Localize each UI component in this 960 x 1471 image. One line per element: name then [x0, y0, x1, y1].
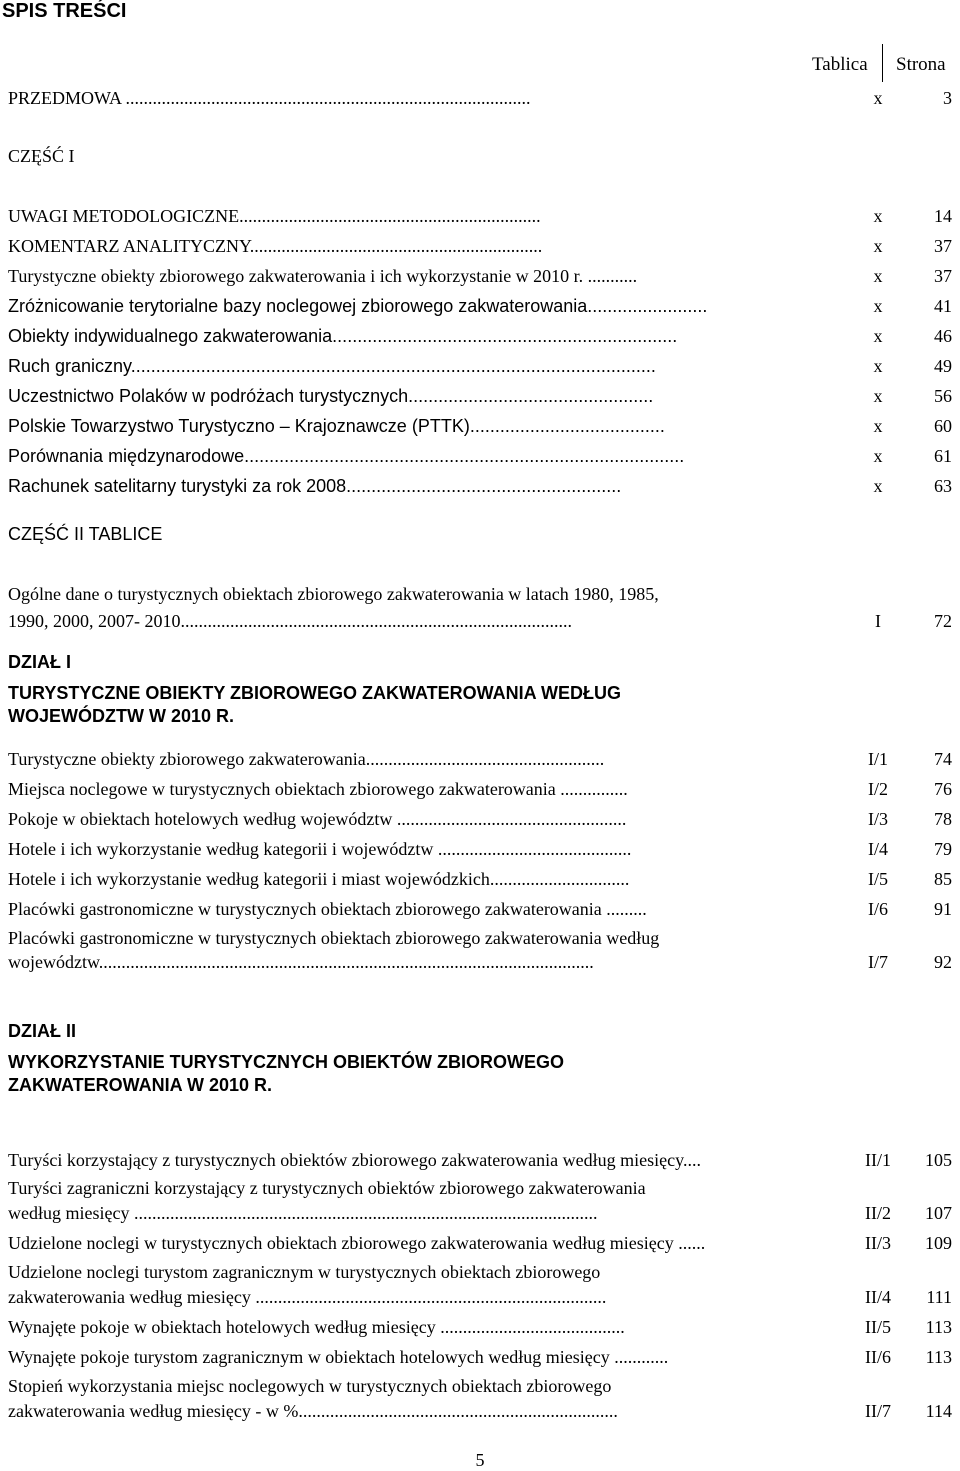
- section-title-dzial1: TURYSTYCZNE OBIEKTY ZBIOROWEGO ZAKWATEROWANIA WEDŁUG: [8, 683, 621, 703]
- part2-heading: CZĘŚĆ II TABLICE: [8, 524, 163, 544]
- entry-label: Hotele i ich wykorzystanie według kategorii i miast wojewódzkich...............................: [8, 869, 630, 889]
- entry-table: II/3: [865, 1233, 891, 1253]
- entry-label: KOMENTARZ ANALITYCZNY.................................................................: [8, 236, 543, 256]
- entry-page: 14: [934, 206, 952, 226]
- section-label-dzial2: DZIAŁ II: [8, 1021, 76, 1041]
- entry-table: x: [873, 236, 883, 256]
- entry-page: 92: [934, 952, 952, 972]
- entry-page: 78: [934, 809, 952, 829]
- entry-page: 61: [934, 446, 952, 466]
- section-label-dzial1: DZIAŁ I: [8, 652, 71, 672]
- entry-page: 76: [934, 779, 952, 799]
- entry-table: x: [873, 446, 883, 466]
- entry-label: Wynajęte pokoje w obiektach hotelowych według miesięcy .........................................: [8, 1317, 625, 1337]
- entry-page: 109: [925, 1233, 952, 1253]
- entry-page: 56: [934, 386, 952, 406]
- entry-table: x: [873, 296, 883, 316]
- entry-label: Rachunek satelitarny turystyki za rok 2008.......................................................: [8, 476, 622, 496]
- section-title-dzial2-cont: ZAKWATEROWANIA W 2010 R.: [8, 1075, 273, 1095]
- entry-table: I/4: [868, 839, 888, 859]
- entry-table: I/5: [868, 869, 888, 889]
- entry-label: Miejsca noclegowe w turystycznych obiektach zbiorowego zakwaterowania ...............: [8, 779, 628, 799]
- entry-page: 105: [925, 1150, 952, 1170]
- section-title-dzial1-cont: WOJEWÓDZTW W 2010 R.: [8, 706, 235, 726]
- entry-label: Udzielone noclegi w turystycznych obiektach zbiorowego zakwaterowania według miesięcy ......: [8, 1233, 706, 1253]
- column-header-table: Tablica: [812, 54, 868, 75]
- entry-table: x: [873, 206, 883, 226]
- toc-entry-line1[interactable]: Stopień wykorzystania miejsc noclegowych w turystycznych obiektach zbiorowego: [8, 1376, 612, 1396]
- entry-page: 91: [934, 899, 952, 919]
- entry-table: I/1: [868, 749, 888, 769]
- entry-label: Uczestnictwo Polaków w podróżach turystycznych.................................................: [8, 386, 654, 406]
- column-header-page: Strona: [896, 54, 946, 75]
- entry-label: PRZEDMOWA ..........................................................................................: [8, 88, 531, 108]
- page-title: SPIS TREŚCI: [2, 0, 127, 22]
- entry-table: I: [875, 611, 881, 631]
- entry-page: 46: [934, 326, 952, 346]
- entry-page: 111: [926, 1287, 952, 1307]
- entry-table: x: [873, 356, 883, 376]
- entry-label: według miesięcy .......................................................................................................: [8, 1203, 598, 1223]
- entry-table: II/7: [865, 1401, 891, 1421]
- entry-page: 74: [934, 749, 952, 769]
- entry-table: I/6: [868, 899, 888, 919]
- entry-page: 85: [934, 869, 952, 889]
- entry-page: 37: [934, 236, 952, 256]
- entry-table: II/2: [865, 1203, 891, 1223]
- header-divider: [882, 44, 883, 82]
- entry-table: x: [873, 88, 883, 108]
- entry-label: Turystyczne obiekty zbiorowego zakwaterowania i ich wykorzystanie w 2010 r. ...........: [8, 266, 638, 286]
- entry-label: Ruch graniczny.........................................................................................................: [8, 356, 656, 376]
- entry-label: Zróżnicowanie terytorialne bazy noclegowej zbiorowego zakwaterowania........................: [8, 296, 708, 316]
- entry-label: Placówki gastronomiczne w turystycznych obiektach zbiorowego zakwaterowania .........: [8, 899, 647, 919]
- entry-label: Wynajęte pokoje turystom zagranicznym w obiektach hotelowych według miesięcy ............: [8, 1347, 669, 1367]
- part1-heading: CZĘŚĆ I: [8, 146, 75, 166]
- toc-entry-line1[interactable]: Udzielone noclegi turystom zagranicznym w turystycznych obiektach zbiorowego: [8, 1262, 601, 1282]
- entry-table: x: [873, 416, 883, 436]
- entry-page: 60: [934, 416, 952, 436]
- entry-label: Polskie Towarzystwo Turystyczno – Krajoznawcze (PTTK).......................................: [8, 416, 665, 436]
- entry-label: Hotele i ich wykorzystanie według kategorii i województw ...........................................: [8, 839, 632, 859]
- entry-table: x: [873, 386, 883, 406]
- entry-page: 3: [943, 88, 952, 108]
- entry-page: 79: [934, 839, 952, 859]
- entry-label: Porównania międzynarodowe........................................................................................: [8, 446, 685, 466]
- entry-label: województw..............................................................................................................: [8, 952, 594, 972]
- entry-label: zakwaterowania według miesięcy - w %.......................................................................: [8, 1401, 618, 1421]
- entry-page: 113: [925, 1347, 952, 1367]
- entry-table: x: [873, 326, 883, 346]
- entry-label: UWAGI METODOLOGICZNE...................................................................: [8, 206, 541, 226]
- entry-page: 107: [925, 1203, 952, 1223]
- entry-table: I/7: [868, 952, 888, 972]
- toc-entry-line1[interactable]: Turyści zagraniczni korzystający z turystycznych obiektów zbiorowego zakwaterowania: [8, 1178, 646, 1198]
- entry-table: II/1: [865, 1150, 891, 1170]
- entry-table: II/5: [865, 1317, 891, 1337]
- entry-page: 63: [934, 476, 952, 496]
- general-entry-line1[interactable]: Ogólne dane o turystycznych obiektach zbiorowego zakwaterowania w latach 1980, 1985,: [8, 584, 659, 604]
- entry-table: I/3: [868, 809, 888, 829]
- entry-table: II/4: [865, 1287, 891, 1307]
- entry-page: 49: [934, 356, 952, 376]
- entry-table: x: [873, 476, 883, 496]
- entry-table: II/6: [865, 1347, 891, 1367]
- entry-label: Pokoje w obiektach hotelowych według województw ...................................................: [8, 809, 627, 829]
- entry-label: zakwaterowania według miesięcy ..............................................................................: [8, 1287, 607, 1307]
- section-title-dzial2: WYKORZYSTANIE TURYSTYCZNYCH OBIEKTÓW ZBIOROWEGO: [8, 1052, 564, 1072]
- entry-page: 114: [925, 1401, 952, 1421]
- entry-table: I/2: [868, 779, 888, 799]
- entry-page: 72: [934, 611, 952, 631]
- entry-page: 37: [934, 266, 952, 286]
- entry-label: Turystyczne obiekty zbiorowego zakwaterowania.....................................................: [8, 749, 605, 769]
- entry-table: x: [873, 266, 883, 286]
- toc-entry-line1[interactable]: Placówki gastronomiczne w turystycznych obiektach zbiorowego zakwaterowania według: [8, 928, 660, 948]
- entry-page: 113: [925, 1317, 952, 1337]
- entry-page: 41: [934, 296, 952, 316]
- entry-label: Turyści korzystający z turystycznych obiektów zbiorowego zakwaterowania według miesięcy....: [8, 1150, 701, 1170]
- entry-label: Obiekty indywidualnego zakwaterowania.....................................................................: [8, 326, 678, 346]
- page-number: 5: [475, 1450, 485, 1470]
- entry-label: 1990, 2000, 2007- 2010.......................................................................................: [8, 611, 572, 631]
